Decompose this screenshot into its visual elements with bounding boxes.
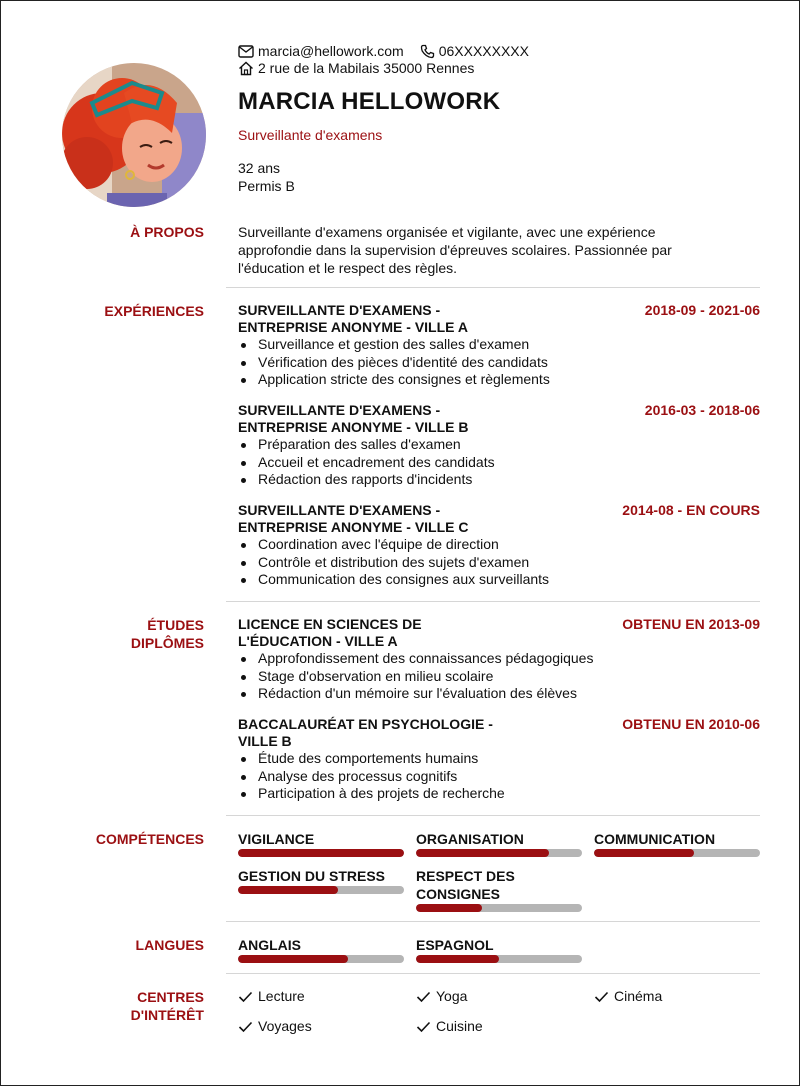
job-title: Surveillante d'examens <box>238 127 383 143</box>
entry-bullets <box>238 750 760 803</box>
list-item: Analyse des processus cognitifs <box>238 768 760 786</box>
separator <box>226 973 760 974</box>
list-item: Vérification des pièces d'identité des candidats <box>238 354 760 372</box>
language-name: ESPAGNOL <box>416 937 494 953</box>
skill-bar <box>238 849 404 857</box>
section-label-about: À PROPOS <box>130 224 204 240</box>
separator <box>226 815 760 816</box>
check-icon <box>594 991 609 1003</box>
skill-item <box>238 867 404 894</box>
skill-name: RESPECT DES <box>416 868 515 884</box>
entry-title <box>238 502 528 536</box>
language-item <box>238 936 404 963</box>
check-icon <box>238 1021 253 1033</box>
section-label-experiences: EXPÉRIENCES <box>104 303 204 319</box>
list-item: Surveillance et gestion des salles d'examen <box>238 336 760 354</box>
skill-name: COMMUNICATION <box>594 831 716 847</box>
entry-title-line: BACCALAURÉAT EN PSYCHOLOGIE - <box>238 716 493 732</box>
section-label-education <box>131 616 204 652</box>
language-name: ANGLAIS <box>238 937 301 953</box>
email-item[interactable] <box>238 43 404 61</box>
interest-label: Yoga <box>436 988 468 1004</box>
section-label-line: CENTRES <box>137 989 204 1005</box>
phone-icon <box>420 44 435 59</box>
skill-bar-fill <box>594 849 694 857</box>
phone-item[interactable] <box>420 43 529 61</box>
mail-icon <box>238 45 254 58</box>
entry-title-line: L'ÉDUCATION - VILLE A <box>238 633 398 649</box>
separator <box>226 601 760 602</box>
language-bar <box>238 955 404 963</box>
skill-name: ORGANISATION <box>416 831 524 847</box>
entry-date: 2016-03 - 2018-06 <box>644 402 760 418</box>
entry-title-line: VILLE B <box>238 733 292 749</box>
entry-title <box>238 402 528 436</box>
language-bar <box>416 955 582 963</box>
education-entry <box>238 716 760 803</box>
check-icon <box>238 991 253 1003</box>
skill-bar-fill <box>238 886 338 894</box>
address-text: 2 rue de la Mabilais 35000 Rennes <box>258 59 475 76</box>
skill-bar-fill <box>416 849 549 857</box>
education-entry <box>238 616 760 703</box>
experience-entry <box>238 502 760 589</box>
candidate-name: MARCIA HELLOWORK <box>238 88 501 115</box>
entry-title-line: SURVEILLANTE D'EXAMENS - <box>238 502 441 518</box>
section-label-line: DIPLÔMES <box>130 635 204 651</box>
list-item: Coordination avec l'équipe de direction <box>238 536 760 554</box>
entry-title-line: LICENCE EN SCIENCES DE <box>238 616 422 632</box>
skill-item <box>416 867 582 912</box>
skill-name: CONSIGNES <box>416 886 501 902</box>
list-item: Accueil et encadrement des candidats <box>238 454 760 472</box>
list-item: Préparation des salles d'examen <box>238 436 760 454</box>
interest-label: Lecture <box>258 988 305 1004</box>
profile-photo <box>62 63 206 207</box>
list-item: Application stricte des consignes et règlements <box>238 371 760 389</box>
skill-bar <box>416 849 582 857</box>
home-icon <box>238 61 254 76</box>
interest-label: Cuisine <box>436 1018 483 1034</box>
section-label-interests <box>131 988 204 1024</box>
separator <box>226 287 760 288</box>
skill-name: VIGILANCE <box>238 831 315 847</box>
interest-label: Cinéma <box>614 988 663 1004</box>
skill-bar-fill <box>238 849 404 857</box>
interest-item <box>416 1018 483 1036</box>
skill-item <box>416 830 582 857</box>
entry-title-line: ENTREPRISE ANONYME - VILLE A <box>238 319 468 335</box>
skill-bar <box>238 886 404 894</box>
entry-bullets <box>238 436 760 489</box>
interest-label: Voyages <box>258 1018 312 1034</box>
entry-title-line: ENTREPRISE ANONYME - VILLE B <box>238 419 469 435</box>
separator <box>226 921 760 922</box>
entry-title <box>238 716 528 750</box>
entry-date: OBTENU EN 2013-09 <box>622 616 760 632</box>
interest-item <box>238 1018 312 1036</box>
list-item: Contrôle et distribution des sujets d'examen <box>238 554 760 572</box>
entry-bullets <box>238 650 760 703</box>
entry-title-line: ENTREPRISE ANONYME - VILLE C <box>238 519 469 535</box>
list-item: Rédaction d'un mémoire sur l'évaluation des élèves <box>238 685 760 703</box>
email-text[interactable]: marcia@hellowork.com <box>258 42 404 59</box>
section-label-languages: LANGUES <box>135 937 204 953</box>
experience-entry <box>238 402 760 489</box>
entry-bullets <box>238 536 760 589</box>
skill-item <box>594 830 760 857</box>
skill-name: GESTION DU STRESS <box>238 868 386 884</box>
list-item: Participation à des projets de recherche <box>238 785 760 803</box>
list-item: Étude des comportements humains <box>238 750 760 768</box>
entry-date: OBTENU EN 2010-06 <box>622 716 760 732</box>
address-item <box>238 60 474 78</box>
interest-item <box>416 988 467 1006</box>
skill-bar <box>416 904 582 912</box>
list-item: Communication des consignes aux surveillants <box>238 571 760 589</box>
language-bar-fill <box>416 955 499 963</box>
contact-block <box>238 43 545 77</box>
section-label-line: D'INTÉRÊT <box>130 1007 204 1023</box>
skill-bar <box>594 849 760 857</box>
list-item: Rédaction des rapports d'incidents <box>238 471 760 489</box>
license-text: Permis B <box>238 178 295 194</box>
entry-title <box>238 616 528 650</box>
list-item: Approfondissement des connaissances pédagogiques <box>238 650 760 668</box>
about-text: Surveillante d'examens organisée et vigilante, avec une expérience approfondie dans la supervision d'épreuves scolaires. Passionnée par l'éducation et le respect des règles. <box>238 224 672 276</box>
entry-date: 2014-08 - EN COURS <box>622 502 760 518</box>
language-bar-fill <box>238 955 348 963</box>
interest-item <box>238 988 305 1006</box>
check-icon <box>416 991 431 1003</box>
entry-bullets <box>238 336 760 389</box>
skill-item <box>238 830 404 857</box>
check-icon <box>416 1021 431 1033</box>
skill-bar-fill <box>416 904 482 912</box>
age-text: 32 ans <box>238 160 281 176</box>
section-label-line: ÉTUDES <box>147 617 204 633</box>
entry-title-line: SURVEILLANTE D'EXAMENS - <box>238 402 441 418</box>
section-label-skills: COMPÉTENCES <box>95 831 204 847</box>
language-item <box>416 936 582 963</box>
entry-title-line: SURVEILLANTE D'EXAMENS - <box>238 302 441 318</box>
phone-text[interactable]: 06XXXXXXXX <box>438 42 529 59</box>
entry-date: 2018-09 - 2021-06 <box>644 302 760 318</box>
entry-title <box>238 302 528 336</box>
experience-entry <box>238 302 760 389</box>
interest-item <box>594 988 662 1006</box>
list-item: Stage d'observation en milieu scolaire <box>238 668 760 686</box>
